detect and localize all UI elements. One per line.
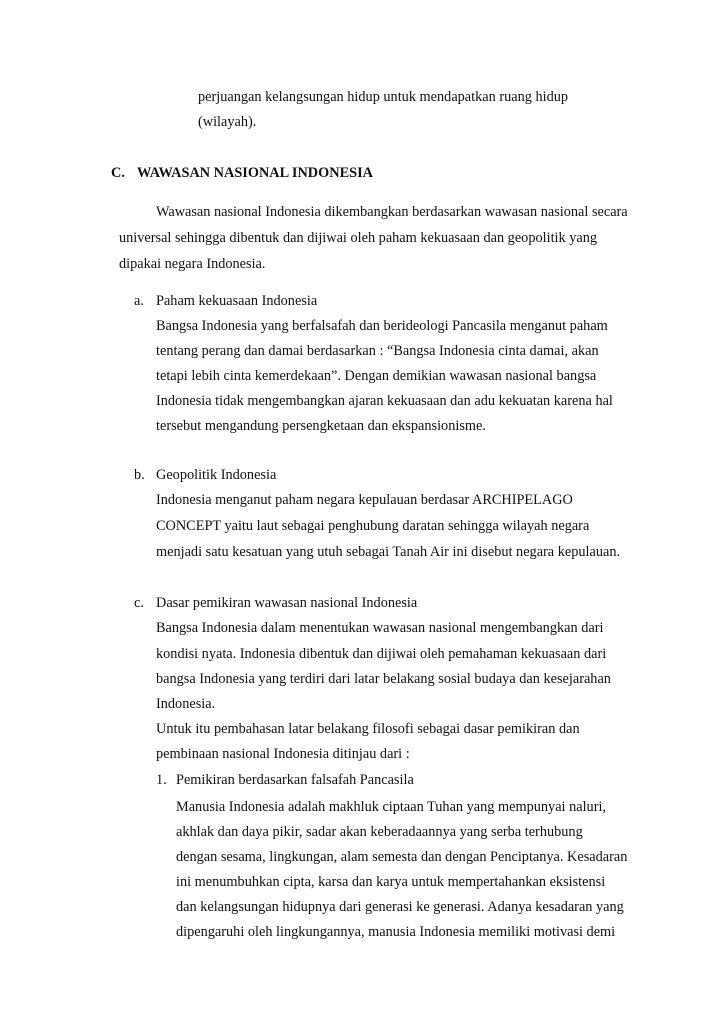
list-marker: b. [134,467,145,483]
paragraph-line: pembinaan nasional Indonesia ditinjau dari : [156,746,410,762]
paragraph-line: Indonesia. [156,696,216,712]
section-label: C. [111,165,125,181]
paragraph-line: Indonesia tidak mengembangkan ajaran kekuasaan dan adu kekuatan karena hal [156,393,613,409]
paragraph-line: Manusia Indonesia adalah makhluk ciptaan Tuhan yang mempunyai naluri, [176,799,607,815]
paragraph-line: dipakai negara Indonesia. [119,256,266,272]
list-item-title: Dasar pemikiran wawasan nasional Indonesia [156,595,418,611]
paragraph-line: menjadi satu kesatuan yang utuh sebagai Tanah Air ini disebut negara kepulauan. [156,544,621,560]
paragraph-line: ini menumbuhkan cipta, karsa dan karya untuk mempertahankan eksistensi [176,874,606,890]
list-marker: a. [134,293,144,309]
paragraph-line: dengan sesama, lingkungan, alam semesta dan dengan Penciptanya. Kesadaran [176,849,628,865]
list-item-title: Pemikiran berdasarkan falsafah Pancasila [176,772,414,788]
paragraph-line: akhlak dan daya pikir, sadar akan keberadaannya yang serba terhubung [176,824,583,840]
list-marker: 1. [156,772,167,788]
paragraph-line: dan kelangsungan hidupnya dari generasi ke generasi. Adanya kesadaran yang [176,899,624,915]
paragraph-line: universal sehingga dibentuk dan dijiwai oleh paham kekuasaan dan geopolitik yang [119,230,598,246]
paragraph-line: bangsa Indonesia yang terdiri dari latar belakang sosial budaya dan kesejarahan [156,671,611,687]
continuation-line: (wilayah). [198,114,257,130]
section-title: WAWASAN NASIONAL INDONESIA [137,165,373,181]
paragraph-line: Untuk itu pembahasan latar belakang filosofi sebagai dasar pemikiran dan [156,721,580,737]
continuation-line: perjuangan kelangsungan hidup untuk mendapatkan ruang hidup [198,89,569,105]
list-marker: c. [134,595,144,611]
paragraph-line: CONCEPT yaitu laut sebagai penghubung daratan sehingga wilayah negara [156,518,590,534]
paragraph-line: dipengaruhi oleh lingkungannya, manusia Indonesia memiliki motivasi demi [176,924,616,940]
paragraph-line: tetapi lebih cinta kemerdekaan”. Dengan demikian wawasan nasional bangsa [156,368,597,384]
list-item-title: Geopolitik Indonesia [156,467,277,483]
list-item-title: Paham kekuasaan Indonesia [156,293,318,309]
paragraph-line: tersebut mengandung persengketaan dan ekspansionisme. [156,418,486,434]
paragraph-line: Bangsa Indonesia yang berfalsafah dan berideologi Pancasila menganut paham [156,318,608,334]
paragraph-line: Wawasan nasional Indonesia dikembangkan berdasarkan wawasan nasional secara [156,204,628,220]
paragraph-line: tentang perang dan damai berdasarkan : “Bangsa Indonesia cinta damai, akan [156,343,599,359]
paragraph-line: kondisi nyata. Indonesia dibentuk dan dijiwai oleh pemahaman kekuasaan dari [156,646,607,662]
paragraph-line: Bangsa Indonesia dalam menentukan wawasan nasional mengembangkan dari [156,620,604,636]
paragraph-line: Indonesia menganut paham negara kepulauan berdasar ARCHIPELAGO [156,492,573,508]
